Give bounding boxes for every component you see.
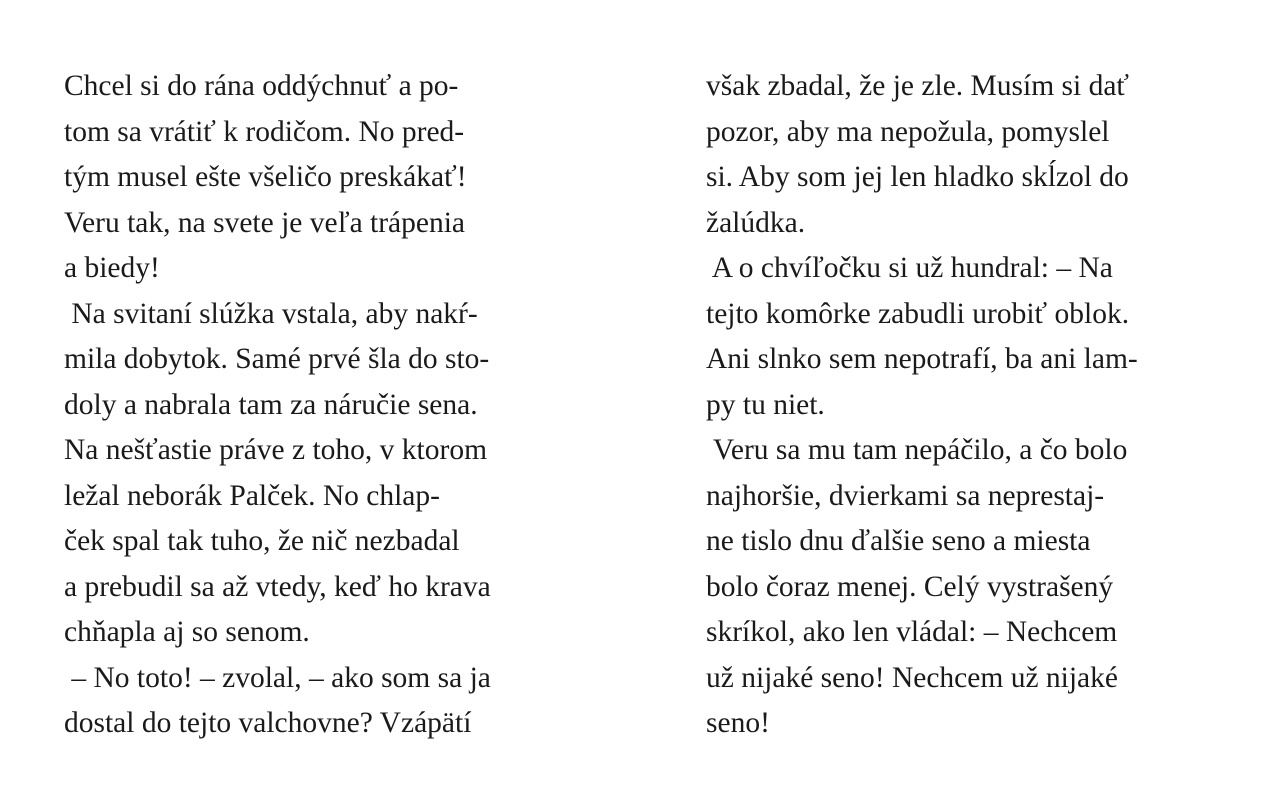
text-line: tým musel ešte všeličo preskákať!	[64, 161, 467, 193]
text-line: Na svitaní slúžka vstala, aby nakŕ-	[64, 297, 478, 330]
text-line: dostal do tejto valchovne? Vzápätí	[64, 707, 472, 739]
text-line: ček spal tak tuho, že nič nezbadal	[64, 525, 460, 557]
text-line: seno!	[706, 707, 770, 739]
right-text-column	[706, 64, 1138, 747]
text-line: najhoršie, dvierkami sa neprestaj-	[706, 479, 1105, 512]
text-line: tom sa vrátiť k rodičom. No pred-	[64, 115, 465, 148]
text-line: a prebudil sa až vtedy, keď ho krava	[64, 570, 491, 603]
text-line: žalúdka.	[706, 206, 806, 239]
text-line: však zbadal, že je zle. Musím si dať	[706, 70, 1130, 102]
text-line: tejto komôrke zabudli urobiť oblok.	[706, 297, 1130, 330]
text-line: skríkol, ako len vládal: – Nechcem	[706, 616, 1118, 648]
text-line: Na nešťastie práve z toho, v ktorom	[64, 434, 488, 466]
text-line: mila dobytok. Samé prvé šla do sto-	[64, 343, 490, 375]
text-line: A o chvíľočku si už hundral: – Na	[706, 252, 1113, 284]
text-line: py tu niet.	[706, 388, 825, 421]
text-line: doly a nabrala tam za náručie sena.	[64, 388, 478, 421]
text-line: Chcel si do rána oddýchnuť a po-	[64, 70, 459, 102]
text-line: ležal neborák Palček. No chlap-	[64, 479, 440, 512]
text-line: si. Aby som jej len hladko skĺzol do	[706, 161, 1129, 193]
text-line: bolo čoraz menej. Celý vystrašený	[706, 570, 1114, 603]
text-line: Ani slnko sem nepotrafí, ba ani lam-	[706, 343, 1138, 375]
text-line: už nijaké seno! Nechcem už nijaké	[706, 661, 1118, 694]
text-line: chňapla aj so senom.	[64, 616, 310, 648]
text-line: pozor, aby ma nepožula, pomyslel	[706, 115, 1110, 148]
text-line: ne tislo dnu ďalšie seno a miesta	[706, 525, 1091, 557]
text-line: Veru sa mu tam nepáčilo, a čo bolo	[706, 434, 1128, 466]
text-line: a biedy!	[64, 252, 160, 284]
left-text-column	[64, 64, 491, 747]
text-line: Veru tak, na svete je veľa trápenia	[64, 206, 466, 239]
text-line: – No toto! – zvolal, – ako som sa ja	[64, 661, 491, 694]
